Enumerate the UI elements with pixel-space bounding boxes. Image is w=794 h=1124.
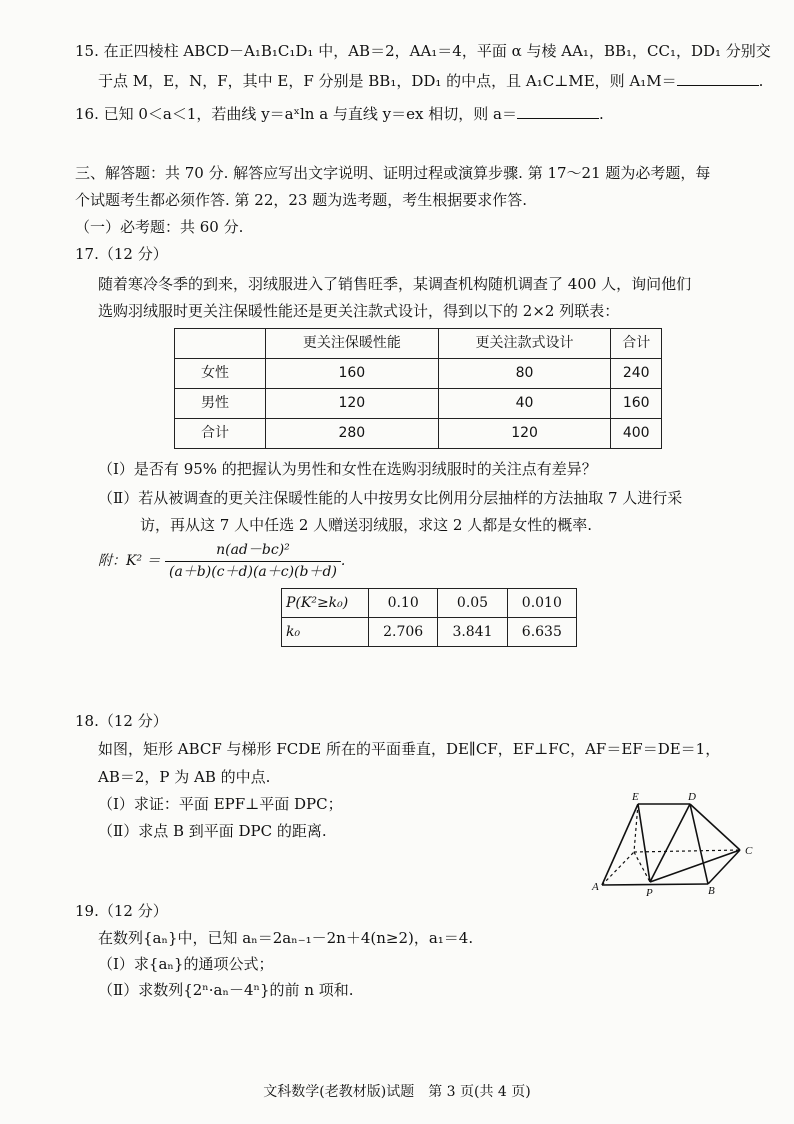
q18-line1: 如图，矩形 ABCF 与梯形 FCDE 所在的平面垂直，DE∥CF，EF⊥FC，AF＝EF＝DE＝1， xyxy=(98,740,721,758)
label-E: E xyxy=(632,791,639,803)
page-footer: 文科数学(老教材版)试题 第 3 页(共 4 页) xyxy=(263,1084,531,1100)
table-cell: 合计 xyxy=(175,419,266,449)
section3-line1: 三、解答题：共 70 分. 解答应写出文字说明、证明过程或演算步骤. 第 17～21 题为必考题，每 xyxy=(75,164,711,182)
q15-line2 xyxy=(98,70,763,93)
table-cell: 女性 xyxy=(175,359,266,389)
formula-suffix: . xyxy=(340,553,346,569)
table-row xyxy=(282,618,577,647)
table-header-cell xyxy=(175,329,266,359)
table-cell: k₀ xyxy=(282,618,369,647)
label-D: D xyxy=(688,791,696,803)
table-cell: 6.635 xyxy=(507,618,576,647)
q16 xyxy=(75,103,604,126)
q17-intro1: 随着寒冷冬季的到来，羽绒服进入了销售旺季，某调查机构随机调查了 400 人，询问他们 xyxy=(98,275,692,293)
table-cell: 120 xyxy=(438,419,611,449)
table-header-cell: 合计 xyxy=(611,329,662,359)
table-cell: 280 xyxy=(266,419,439,449)
q17-header: 17.（12 分） xyxy=(75,245,168,263)
table-cell: 0.10 xyxy=(369,589,438,618)
table-cell: 400 xyxy=(611,419,662,449)
table-header-cell: 更关注款式设计 xyxy=(438,329,611,359)
q17-intro2: 选购羽绒服时更关注保暖性能还是更关注款式设计，得到以下的 2×2 列联表： xyxy=(98,302,620,320)
table-cell: 2.706 xyxy=(369,618,438,647)
edge-DB xyxy=(690,804,708,884)
label-B: B xyxy=(708,885,715,897)
q19-header: 19.（12 分） xyxy=(75,902,168,920)
table-row xyxy=(175,389,662,419)
contingency-table xyxy=(174,328,662,449)
q17-part2b: 访，再从这 7 人中任选 2 人赠送羽绒服，求这 2 人都是女性的概率. xyxy=(140,516,593,534)
edge-DC xyxy=(690,804,740,850)
critical-value-table xyxy=(281,588,577,647)
geometry-diagram xyxy=(590,790,770,902)
edge-FC-hidden xyxy=(634,850,740,852)
table-cell: 80 xyxy=(438,359,611,389)
table-cell: 40 xyxy=(438,389,611,419)
table-cell: 0.05 xyxy=(438,589,507,618)
table-row xyxy=(282,589,577,618)
q16-end: . xyxy=(598,105,604,123)
q15-text: 于点 M，E，N，F，其中 E，F 分别是 BB₁，DD₁ 的中点，且 A₁C⊥ME，则 A₁M＝ xyxy=(98,72,677,90)
table-cell: 男性 xyxy=(175,389,266,419)
table-row xyxy=(175,419,662,449)
q19-line1: 在数列{aₙ}中，已知 aₙ＝2aₙ₋₁－2n＋4(n≥2)，a₁＝4. xyxy=(98,929,474,947)
q16-text: 16. 已知 0＜a＜1，若曲线 y＝aˣln a 与直线 y＝ex 相切，则 a＝ xyxy=(75,105,517,123)
q17-part1: （Ⅰ）是否有 95% 的把握认为男性和女性在选购羽绒服时的关注点有差异？ xyxy=(98,460,597,478)
edge-EA xyxy=(602,804,638,885)
table-cell: 240 xyxy=(611,359,662,389)
formula-denominator: (a＋b)(c＋d)(a＋c)(b＋d) xyxy=(168,564,337,580)
edge-AB xyxy=(602,884,708,885)
section3-part1: （一）必考题：共 60 分. xyxy=(75,218,244,236)
edge-AF-hidden xyxy=(602,852,634,885)
label-C: C xyxy=(745,845,753,857)
label-P: P xyxy=(646,887,653,899)
table-cell: 0.010 xyxy=(507,589,576,618)
q16-answer-blank xyxy=(517,104,599,119)
q15-end: . xyxy=(758,72,764,90)
q18-part2: （Ⅱ）求点 B 到平面 DPC 的距离. xyxy=(98,822,327,840)
q18-header: 18.（12 分） xyxy=(75,712,168,730)
q18-line2: AB＝2，P 为 AB 的中点. xyxy=(98,768,271,786)
q15-line1: 15. 在正四棱柱 ABCD－A₁B₁C₁D₁ 中，AB＝2，AA₁＝4，平面 α 与棱 AA₁，BB₁，CC₁，DD₁ 分别交 xyxy=(75,42,771,60)
table-header-row xyxy=(175,329,662,359)
table-cell: 120 xyxy=(266,389,439,419)
table-cell: P(K²≥k₀) xyxy=(282,589,369,618)
table-cell: 3.841 xyxy=(438,618,507,647)
table-header-cell: 更关注保暖性能 xyxy=(266,329,439,359)
formula-prefix: 附：K² ＝ xyxy=(98,553,161,569)
q15-answer-blank xyxy=(677,71,759,86)
table-cell: 160 xyxy=(266,359,439,389)
q17-part2a: （Ⅱ）若从被调查的更关注保暖性能的人中按男女比例用分层抽样的方法抽取 7 人进行采 xyxy=(98,489,683,507)
label-A: A xyxy=(592,881,599,893)
formula-fraction xyxy=(165,540,341,583)
q18-part1: （Ⅰ）求证：平面 EPF⊥平面 DPC； xyxy=(98,795,343,813)
section3-line2: 个试题考生都必须作答. 第 22，23 题为选考题，考生根据要求作答. xyxy=(75,191,528,209)
q19-part2: （Ⅱ）求数列{2ⁿ·aₙ－4ⁿ}的前 n 项和. xyxy=(98,981,354,999)
q19-part1: （Ⅰ）求{aₙ}的通项公式； xyxy=(98,955,274,973)
table-row xyxy=(175,359,662,389)
table-cell: 160 xyxy=(611,389,662,419)
formula-numerator: n(ad－bc)² xyxy=(165,540,341,562)
k-squared-formula xyxy=(98,540,345,583)
